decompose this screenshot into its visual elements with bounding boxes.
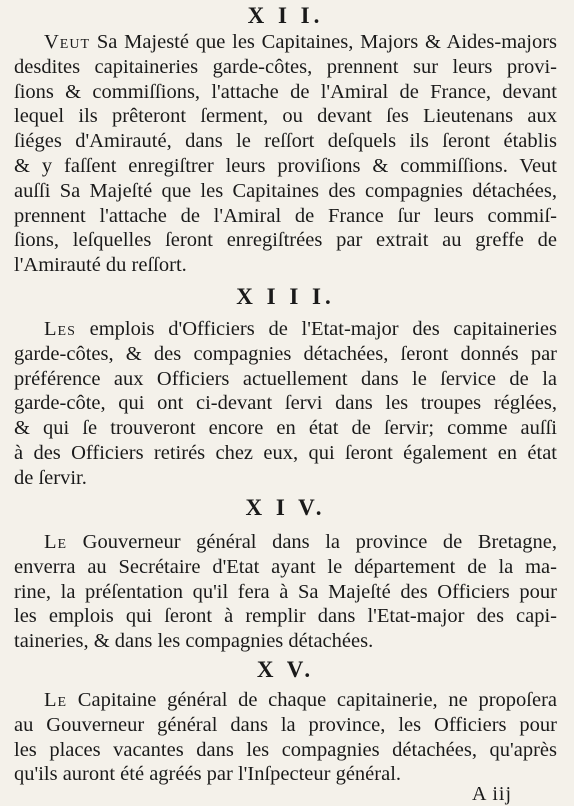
article-12: [14, 2, 557, 278]
article-text: Le Gouverneur général dans la province de Bretagne, enverra au Secrétaire d'Etat ayant le département de la ma- rine, la préſentation qu'il fera à Sa Majeſté des Officiers pour les emplois qui ſeront à remplir dans l'Etat-major des capi- taineries, & dans les compagnies détachées.: [14, 531, 557, 653]
text-line: ſions & commiſſions, l'attache de l'Amiral de France, devant: [14, 80, 557, 103]
text-line: l'Amirauté du reſſort.: [14, 254, 187, 277]
text-line: garde-côte, qui ont ci-devant ſervi dans les troupes réglées,: [14, 392, 557, 415]
text-line: lequel ils prêteront ſerment, ou devant ſes Lieutenans aux: [14, 105, 557, 128]
article-15: [14, 656, 557, 787]
text-line: garde-côtes, & des compagnies détachées, ſeront donnés par: [14, 342, 557, 365]
article-number: X I I I.: [236, 284, 335, 309]
article-text: Le Capitaine général de chaque capitainerie, ne propoſera au Gouverneur général dans la province, les Officiers pour les places vacantes dans les compagnies détachées, qu'après qu'ils auront été agréés par l'Inſpecteur général.: [14, 689, 557, 786]
text-line: enverra au Secrétaire d'Etat ayant le département de la ma-: [14, 555, 557, 578]
lead-word: Les: [44, 318, 76, 340]
text-line: auſſi Sa Majeſté que les Capitaines des compagnies détachées,: [14, 179, 557, 202]
text-line: ſions, leſquelles ſeront enregiſtrées par extrait au greffe de: [14, 229, 557, 252]
text-line: rine, la préſentation qu'il fera à Sa Majeſté des Officiers pour: [14, 580, 557, 603]
text-line: taineries, & dans les compagnies détachées.: [14, 630, 374, 653]
catchword: A iij: [471, 783, 512, 805]
text-line: préférence aux Officiers actuellement dans le ſervice de la: [14, 367, 557, 390]
text-line: ſiéges d'Amirauté, dans le reſſort deſquels ils ſeront établis: [14, 130, 557, 153]
text-line: prennent l'attache de l'Amiral de France ſur leurs commiſ-: [14, 204, 557, 227]
text-line: à des Officiers retirés chez eux, qui ſeront également en état: [14, 441, 557, 464]
text-line: au Gouverneur général dans la province, les Officiers pour: [14, 713, 557, 736]
article-number: X V.: [256, 657, 315, 682]
article-text: Les emplois d'Officiers de l'Etat-major des capitaineries garde-côtes, & des compagnies détachées, ſeront donnés par préférence aux Officiers actuellement dans le ſervice de la garde-côte, qui ont ci-devant ſervi dans les troupes réglées, & qui ſe trouveront encore en état de ſervir; comme auſſi à des Officiers retirés chez eux, qui ſeront également en état de ſervir.: [14, 318, 558, 489]
article-number: X I I.: [247, 3, 324, 28]
article-text: Veut Sa Majesté que les Capitaines, Majors & Aides-majors desdites capitaineries garde-côtes, prennent sur leurs provi- ſions & commiſſions, l'attache de l'Amiral de France, devant lequel ils prêteront ſerment, ou devant ſes Lieutenans aux ſiéges d'Amirauté, dans le reſſort deſquels ils ſeront établis & y faſſent enregiſtrer leurs proviſions & commiſſions. Veut auſſi Sa Majeſté que les Capitaines des compagnies détachées, prennent l'attache de l'Amiral de France ſur leurs commiſ- ſions, leſquelles ſeront enregiſtrées par extrait au greffe de l'Amirauté du reſſort.: [14, 31, 558, 277]
lead-word: Le: [44, 689, 68, 711]
text-line: de ſervir.: [14, 466, 87, 489]
lead-word: Le: [44, 531, 68, 553]
article-14: [14, 494, 557, 654]
text-line: & y faſſent enregiſtrer leurs proviſions & commiſſions. Veut: [14, 154, 557, 177]
text-line: les places vacantes dans les compagnies détachées, qu'après: [14, 738, 557, 761]
text-line: les emplois qui ſeront à remplir dans l'Etat-major des capi-: [14, 605, 557, 628]
article-13: [14, 283, 557, 491]
text-line: & qui ſe trouveront encore en état de ſervir; comme auſſi: [14, 417, 557, 440]
text-line: desdites capitaineries garde-côtes, prennent sur leurs provi-: [14, 55, 557, 78]
text-line: qu'ils auront été agréés par l'Inſpecteur général.: [14, 763, 402, 786]
article-number: X I V.: [245, 495, 326, 520]
lead-word: Veut: [44, 31, 91, 53]
